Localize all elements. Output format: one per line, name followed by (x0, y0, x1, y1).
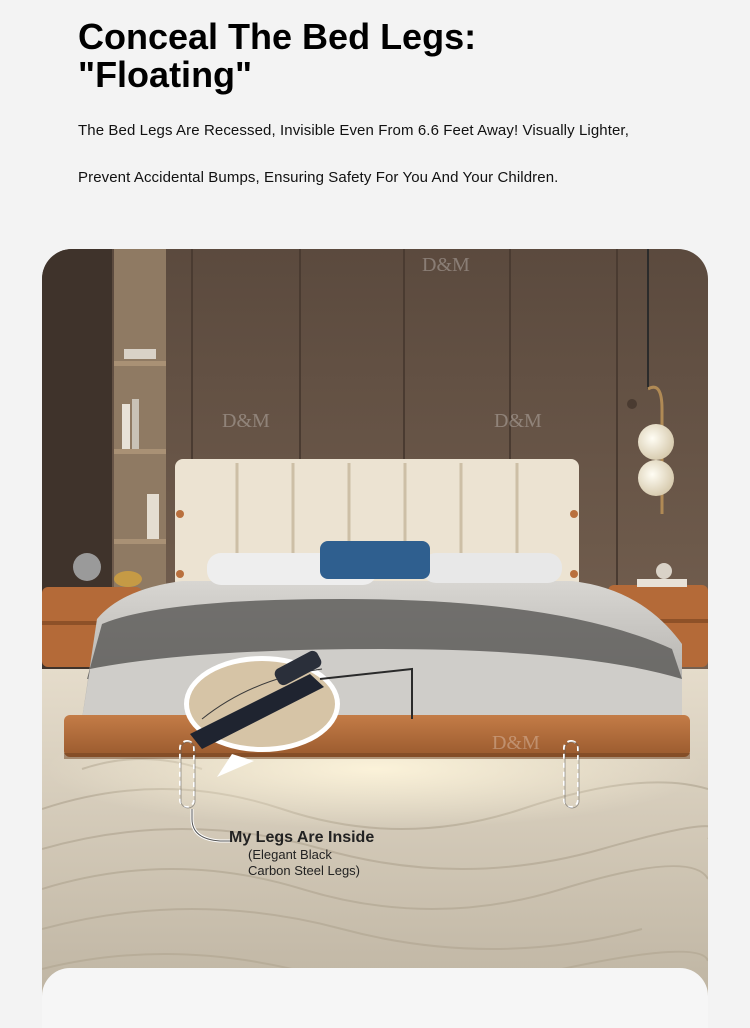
description-line-2: Prevent Accidental Bumps, Ensuring Safety For You And Your Children. (78, 169, 559, 186)
watermark-4: D&M (492, 732, 540, 754)
callout-caption: My Legs Are Inside (229, 829, 375, 846)
page-title (78, 18, 476, 94)
bed-frame (64, 715, 690, 757)
watermark-3: D&M (494, 410, 542, 432)
callout-subcaption-line-2: Carbon Steel Legs) (248, 863, 361, 878)
callout-subcaption-line-1: (Elegant Black (248, 847, 332, 862)
wall-shelf (114, 249, 166, 599)
bed-product-photo (42, 249, 708, 998)
title-line-2: "Floating" (78, 54, 253, 95)
watermark-1: D&M (422, 254, 470, 276)
callout-subcaption (248, 847, 360, 879)
header (0, 0, 750, 240)
watermark-2: D&M (222, 410, 270, 432)
title-line-1: Conceal The Bed Legs: (78, 16, 477, 57)
next-section-card (42, 968, 708, 1028)
description-line-1: The Bed Legs Are Recessed, Invisible Even From 6.6 Feet Away! Visually Lighter, (78, 122, 629, 139)
bed (64, 581, 690, 759)
blue-pillow (320, 541, 430, 579)
